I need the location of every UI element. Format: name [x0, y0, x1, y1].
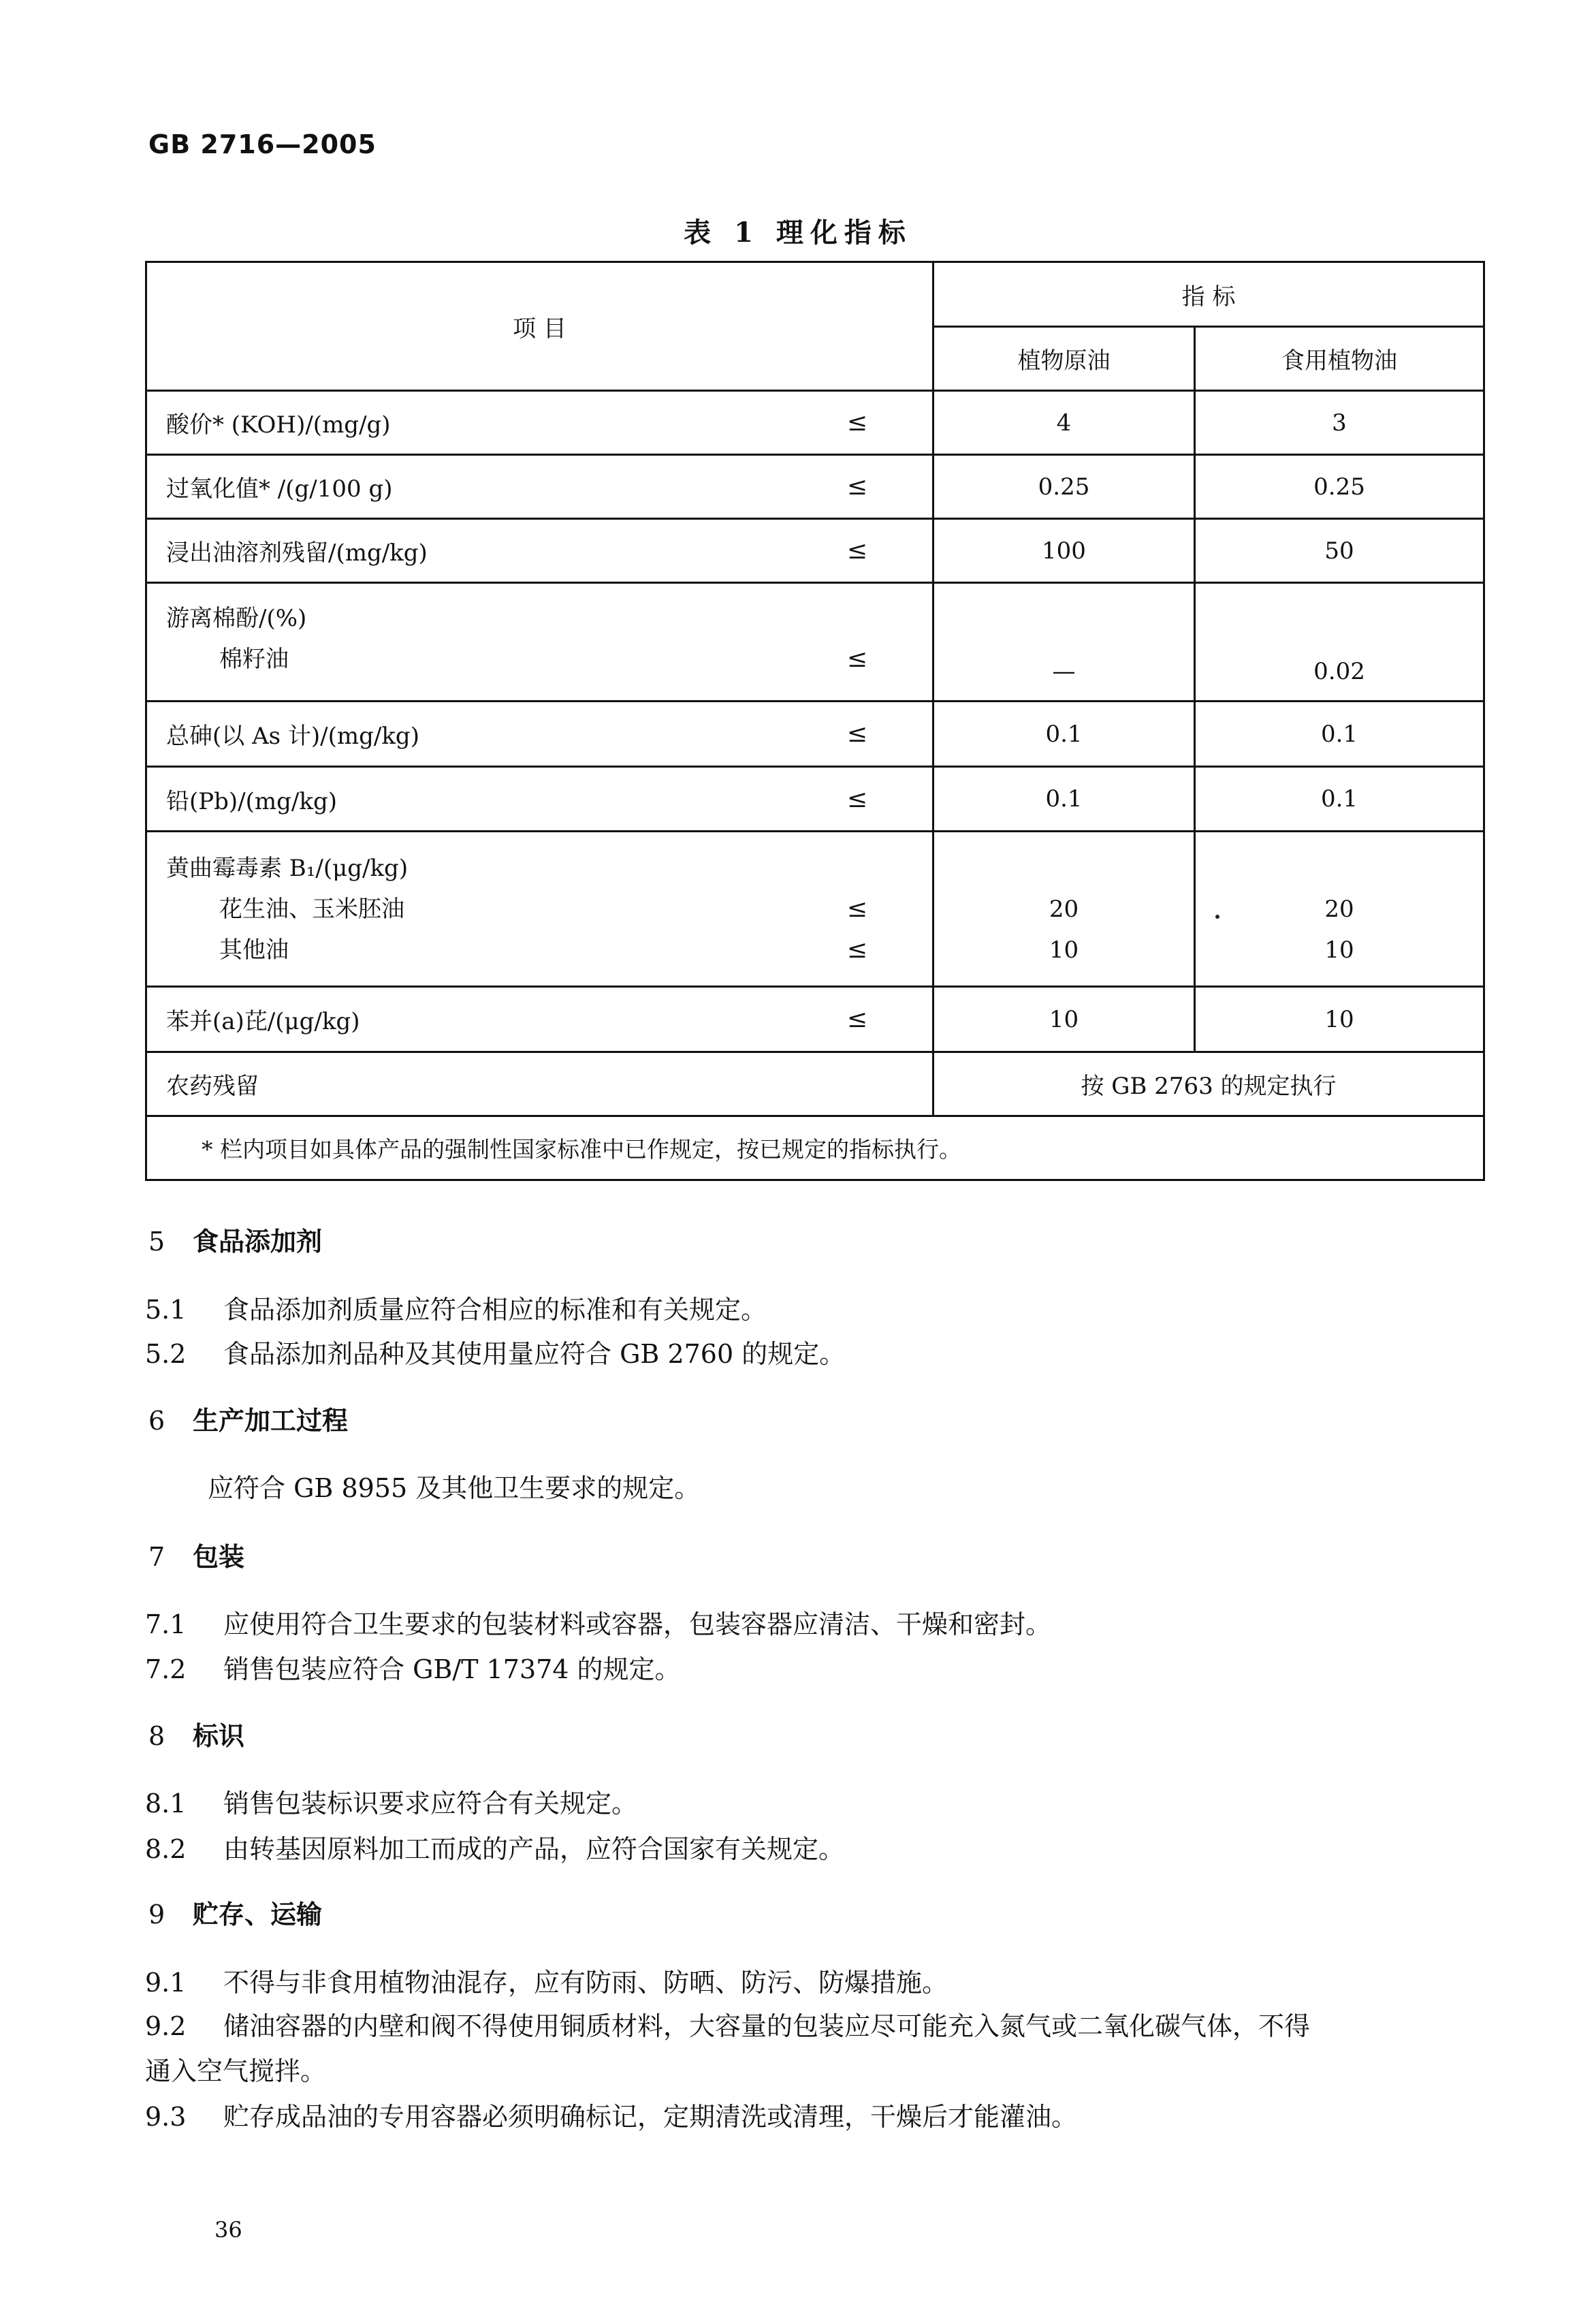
- row-label: 苯并(a)芘/(μg/kg): [166, 1008, 360, 1035]
- para-8-1: 8.1 销售包装标识要求应符合有关规定。: [145, 1789, 638, 1818]
- le-symbol: ≤: [846, 785, 867, 813]
- value-edible: 20: [1324, 895, 1354, 923]
- row-label: 浸出油溶剂残留/(mg/kg): [166, 539, 428, 567]
- value-edible: 0.02: [1195, 583, 1484, 702]
- para-9-1: 9.1 不得与非食用植物油混存，应有防雨、防晒、防污、防爆措施。: [145, 1968, 948, 1998]
- row-label: 铅(Pb)/(mg/kg): [166, 787, 337, 815]
- value-edible: 3: [1195, 391, 1484, 455]
- section-8: 8 标识: [148, 1720, 245, 1751]
- table-row: [146, 987, 1484, 1052]
- table-title: 表 1 理化指标: [684, 217, 912, 249]
- header-crude-oil: 植物原油: [933, 327, 1195, 391]
- section-7: 7 包装: [148, 1541, 245, 1572]
- stray-dot: [1215, 915, 1219, 919]
- para-5-2: 5.2 食品添加剂品种及其使用量应符合 GB 2760 的规定。: [145, 1339, 846, 1369]
- para-6: 应符合 GB 8955 及其他卫生要求的规定。: [208, 1473, 701, 1503]
- value-crude: 10: [1049, 936, 1079, 964]
- table-note-row: [146, 1116, 1484, 1180]
- row-sublabel: 其他油: [219, 936, 289, 964]
- value-crude: 0.1: [933, 767, 1195, 832]
- le-symbol: ≤: [846, 537, 867, 565]
- para-9-3: 9.3 贮存成品油的专用容器必须明确标记，定期清洗或清理，干燥后才能灌油。: [145, 2102, 1078, 2132]
- value-edible: 10: [1195, 987, 1484, 1052]
- row-label: 过氧化值* /(g/100 g): [166, 475, 393, 503]
- row-label: 农药残留: [166, 1073, 259, 1100]
- le-symbol: ≤: [846, 409, 867, 437]
- table-row: [146, 391, 1484, 455]
- page-number: 36: [214, 2217, 242, 2243]
- table-row: [146, 455, 1484, 519]
- row-sublabel: 棉籽油: [219, 645, 289, 673]
- table-row: [146, 519, 1484, 583]
- para-9-2: 9.2 储油容器的内壁和阀不得使用铜质材料，大容量的包装应尽可能充入氮气或二氧化碳气体，不得: [145, 2011, 1311, 2041]
- le-symbol: ≤: [846, 894, 867, 923]
- le-symbol: ≤: [846, 935, 867, 964]
- header-edible-oil: 食用植物油: [1195, 327, 1484, 391]
- para-7-2: 7.2 销售包装应符合 GB/T 17374 的规定。: [145, 1654, 681, 1684]
- value-crude: 100: [933, 519, 1195, 583]
- para-9-2-cont: 通入空气搅拌。: [145, 2056, 327, 2086]
- le-symbol: ≤: [846, 720, 867, 748]
- value-edible: 50: [1195, 519, 1484, 583]
- le-symbol: ≤: [846, 473, 867, 501]
- header-indicator: 指 标: [933, 262, 1484, 327]
- section-6: 6 生产加工过程: [148, 1405, 349, 1436]
- row-sublabel: 花生油、玉米胚油: [219, 895, 404, 923]
- value-crude: 0.25: [933, 455, 1195, 519]
- header-item: 项 目: [146, 262, 933, 391]
- table-row: [146, 767, 1484, 832]
- value-edible: 0.25: [1195, 455, 1484, 519]
- value-crude: 0.1: [933, 702, 1195, 767]
- value-crude: —: [933, 583, 1195, 702]
- value-crude: 10: [933, 987, 1195, 1052]
- table-note: * 栏内项目如具体产品的强制性国家标准中已作规定，按已规定的指标执行。: [146, 1116, 1484, 1180]
- standard-code: GB 2716—2005: [148, 129, 377, 159]
- value-edible: 0.1: [1195, 767, 1484, 832]
- value-edible: 10: [1324, 936, 1354, 964]
- table-row: [146, 832, 1484, 987]
- le-symbol: ≤: [846, 644, 867, 673]
- section-5: 5 食品添加剂: [148, 1226, 323, 1257]
- le-symbol: ≤: [846, 1005, 867, 1033]
- row-label: 酸价* (KOH)/(mg/g): [166, 411, 391, 439]
- para-7-1: 7.1 应使用符合卫生要求的包装材料或容器，包装容器应清洁、干燥和密封。: [145, 1609, 1052, 1639]
- para-8-2: 8.2 由转基因原料加工而成的产品，应符合国家有关规定。: [145, 1834, 845, 1864]
- merged-value: 按 GB 2763 的规定执行: [933, 1052, 1484, 1116]
- table-row: [146, 1052, 1484, 1116]
- physicochemical-table: [145, 261, 1485, 1181]
- row-label: 游离棉酚/(%): [166, 604, 307, 632]
- table-row: [146, 583, 1484, 702]
- value-edible: 0.1: [1195, 702, 1484, 767]
- row-label: 总砷(以 As 计)/(mg/kg): [166, 723, 419, 750]
- row-label: 黄曲霉毒素 B₁/(μg/kg): [166, 854, 409, 882]
- para-5-1: 5.1 食品添加剂质量应符合相应的标准和有关规定。: [145, 1295, 767, 1325]
- section-9: 9 贮存、运输: [148, 1899, 323, 1929]
- value-crude: 20: [1049, 895, 1079, 923]
- table-row: [146, 702, 1484, 767]
- value-crude: 4: [933, 391, 1195, 455]
